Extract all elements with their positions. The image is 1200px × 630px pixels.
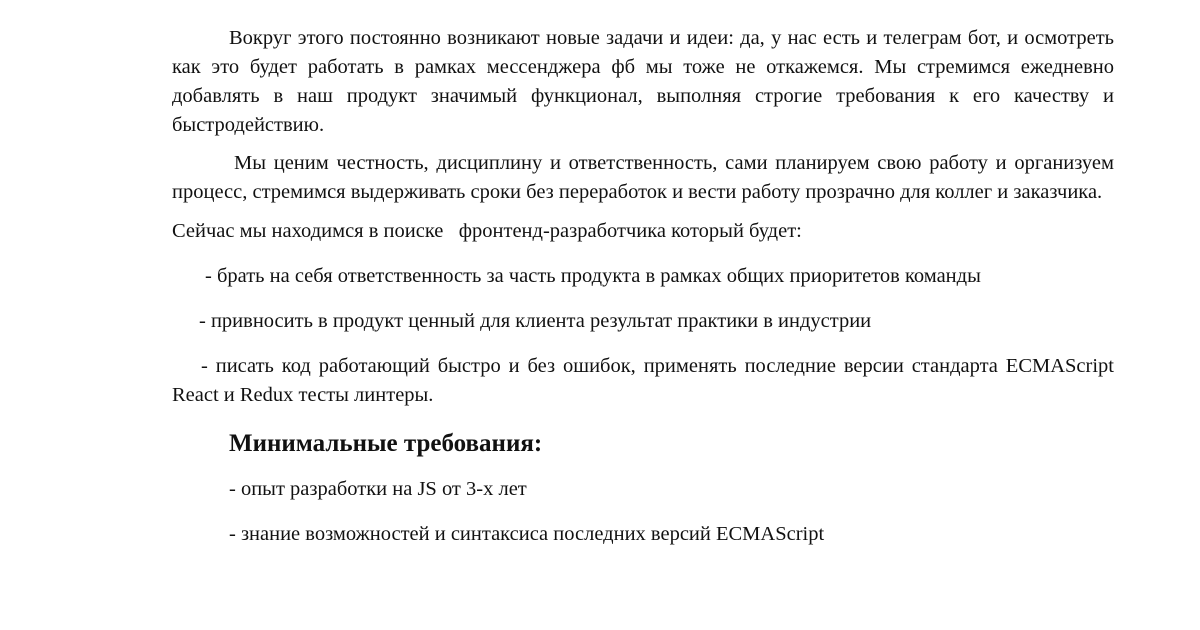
duty-item: - брать на себя ответственность за часть продукта в рамках общих приоритетов команды xyxy=(205,265,981,287)
duty-item: - писать код работающий быстро и без ошибок, применять последние версии стандарта ECMAScript React и Redux тесты линтеры. xyxy=(172,355,1114,406)
requirement-item: - знание возможностей и синтаксиса последних версий ECMAScript xyxy=(229,523,825,545)
values-paragraph: Мы ценим честность, дисциплину и ответственность, сами планируем свою работу и организуем процесс, стремимся выдерживать сроки без переработок и вести работу прозрачно для коллег и заказчика. xyxy=(172,152,1114,203)
document-page xyxy=(172,24,1114,549)
intro-paragraph: Вокруг этого постоянно возникают новые задачи и идеи: да, у нас есть и телеграм бот, и осмотреть как это будет работать в рамках мессенджера фб мы тоже не откажемся. Мы стремимся ежедневно добавлять в наш продукт значимый функционал, выполняя строгие требования к его качеству и быстродействию. xyxy=(172,27,1114,136)
duty-item: - привносить в продукт ценный для клиента результат практики в индустрии xyxy=(199,310,872,332)
search-paragraph: Сейчас мы находимся в поиске фронтенд-разработчика который будет: xyxy=(172,220,802,242)
requirement-item: - опыт разработки на JS от 3-х лет xyxy=(229,478,527,500)
requirements-heading: Минимальные требования: xyxy=(229,430,543,457)
